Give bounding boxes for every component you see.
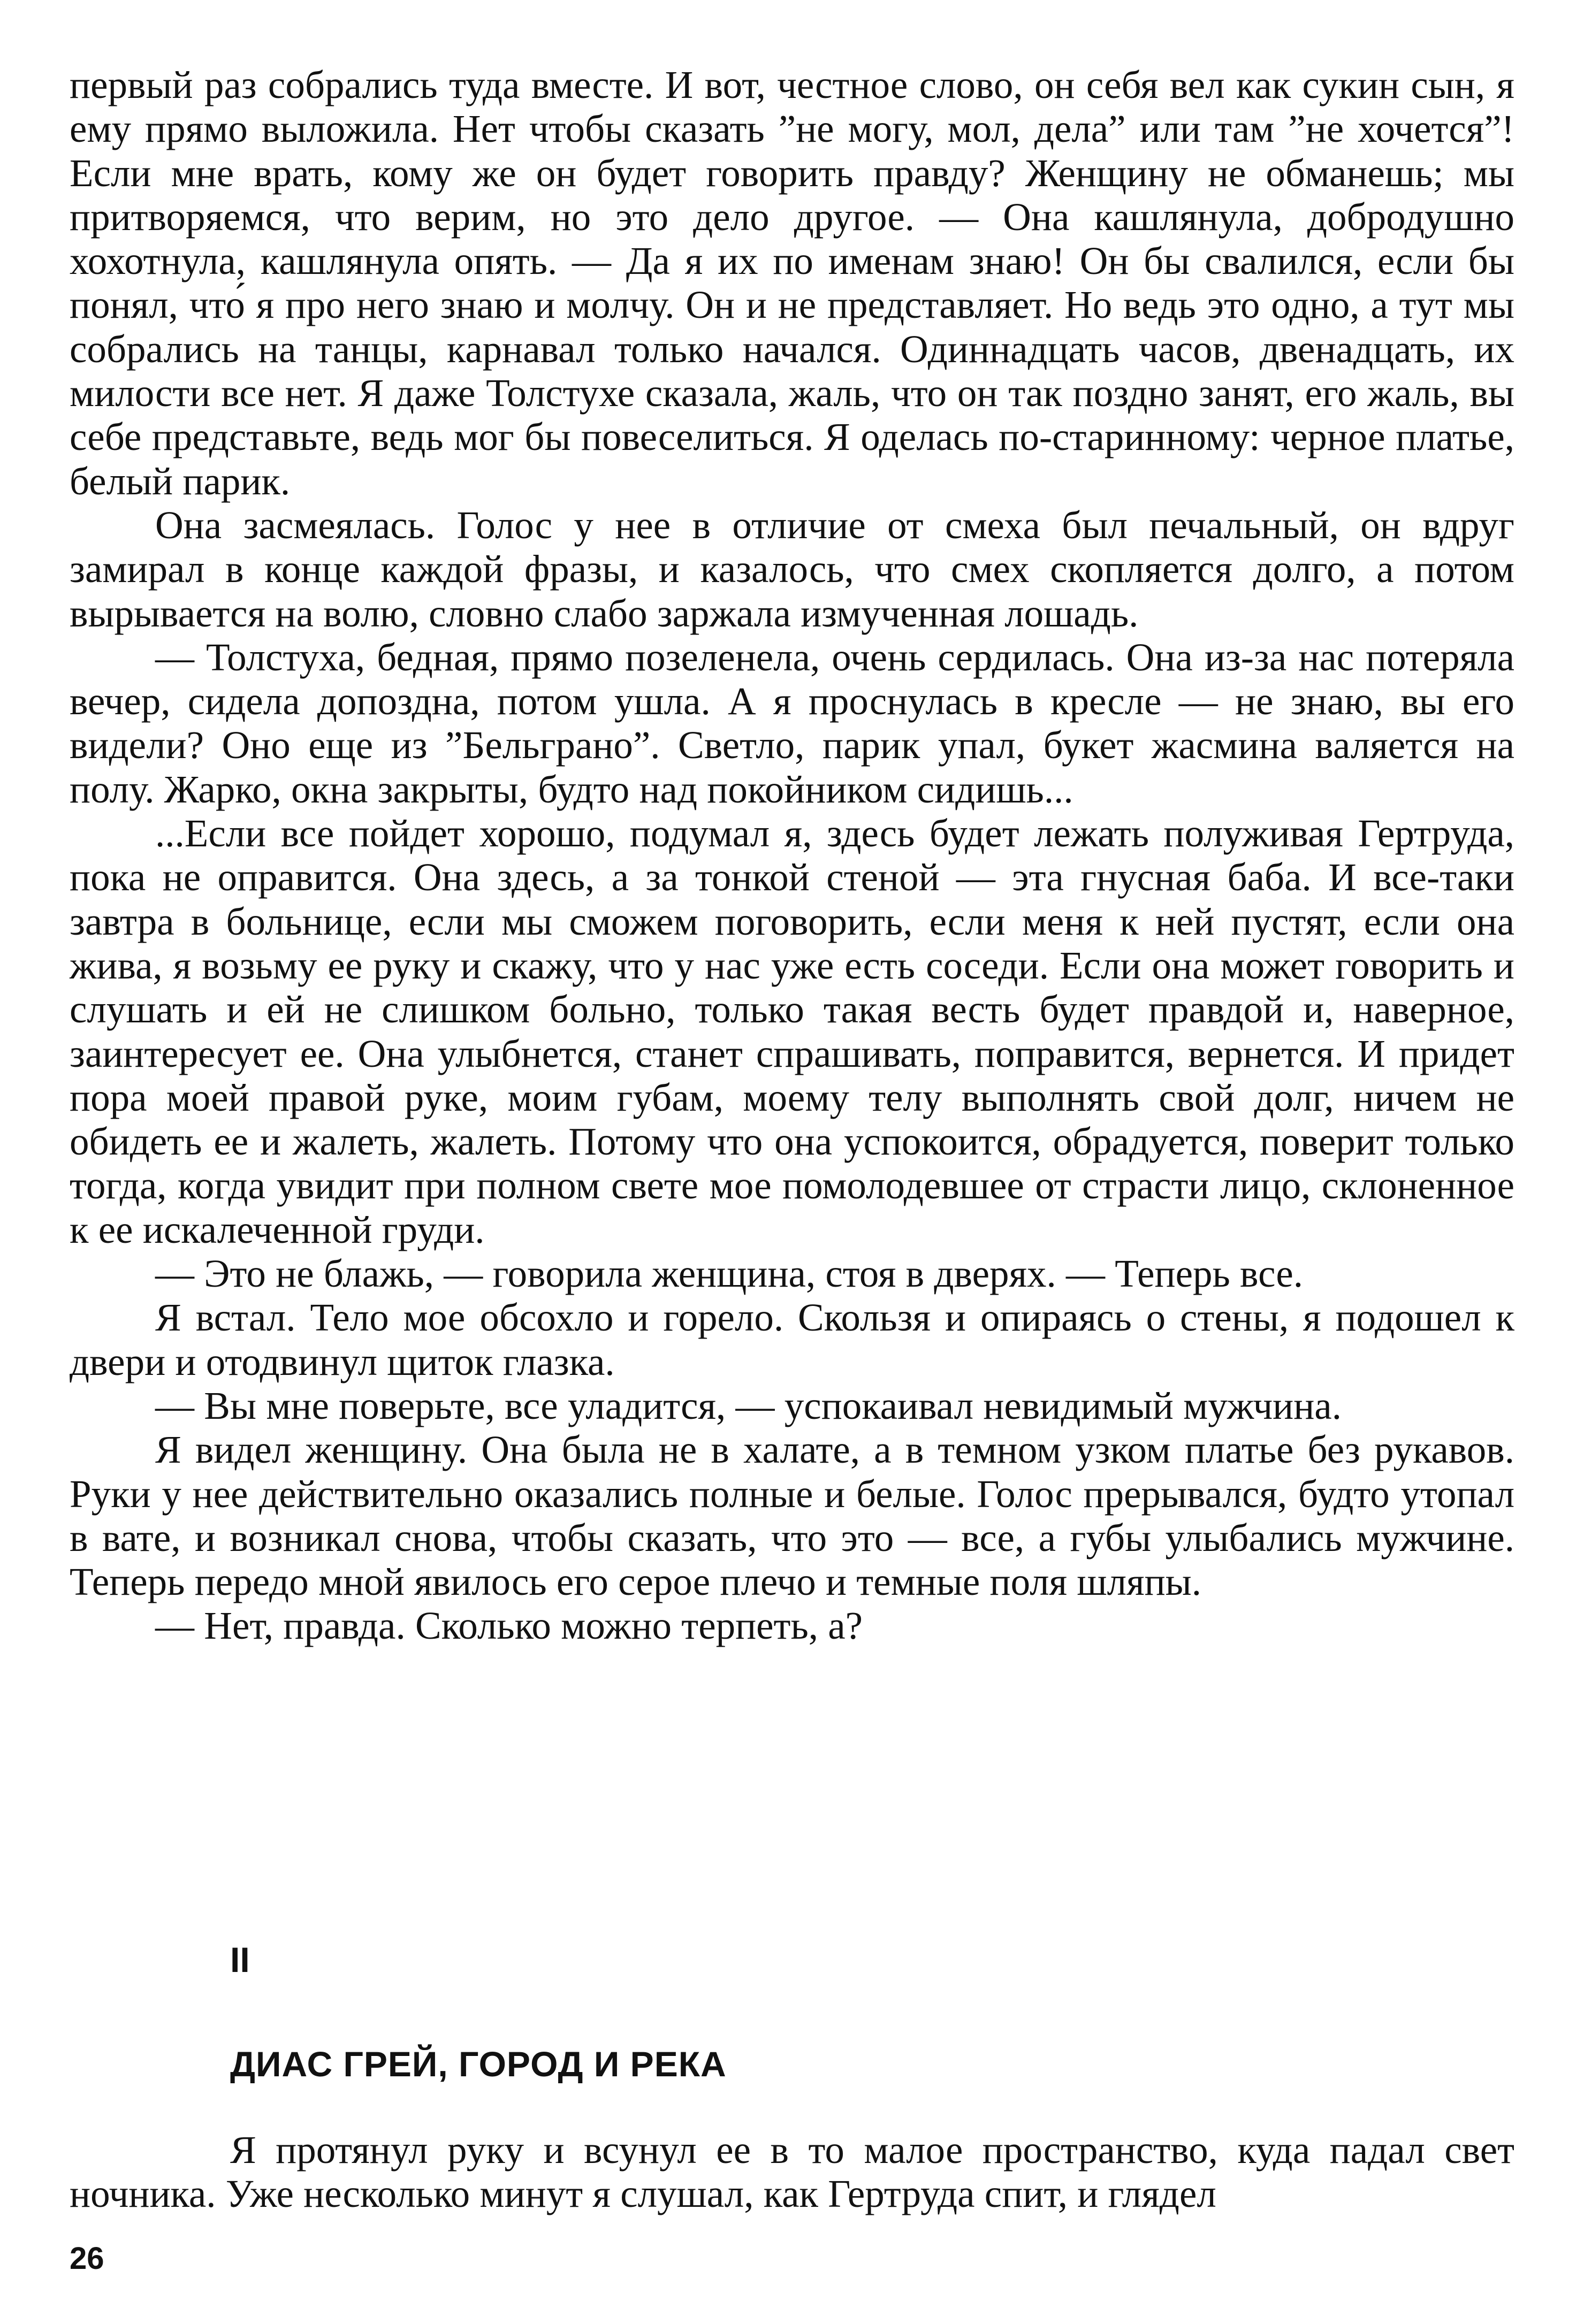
paragraph: — Толстуха, бедная, прямо позеленела, очень сердилась. Она из-за нас потеряла вечер, сидела допоздна, потом ушла. А я проснулась в кресле — не знаю, вы его видели? Оно еще из ”Бельграно”. Светло, парик упал, букет жасмина валяется на полу. Жарко, окна закрыты, будто над покойником сидишь... [70, 635, 1514, 811]
page-number: 26 [70, 2241, 104, 2276]
paragraph: — Это не блажь, — говорила женщина, стоя в дверях. — Теперь все. [155, 1252, 1304, 1296]
paragraph: Я видел женщину. Она была не в халате, а в темном узком платье без рукавов. Руки у нее действительно оказались полные и белые. Голос прерывался, будто утопал в вате, и возникал снова, чтобы сказать, что это — все, а губы улыбались мужчине. Теперь передо мной явилось его серое плечо и темные поля шляпы. [70, 1428, 1514, 1604]
paragraph: ...Если все пойдет хорошо, подумал я, здесь будет лежать полуживая Гертруда, пока не оправится. Она здесь, а за тонкой стеной — эта гнусная баба. И все-таки завтра в больнице, если мы сможем поговорить, если меня к ней пустят, если она жива, я возьму ее руку и скажу, что у нас уже есть соседи. Если она может говорить и слушать и ей не слишком больно, только такая весть будет правдой и, наверное, заинтересует ее. Она улыбнется, станет спрашивать, поправится, вернется. И придет пора моей правой руке, моим губам, моему телу выполнять свой долг, ничем не обидеть ее и жалеть, жалеть. Потому что она успокоится, обрадуется, поверит только тогда, когда увидит при полном свете мое помолодевшее от страсти лицо, склоненное к ее искалеченной груди. [70, 812, 1514, 1251]
body-text [70, 63, 1514, 1648]
paragraph: — Вы мне поверьте, все уладится, — успокаивал невидимый мужчина. [155, 1383, 1342, 1427]
paragraph: Я встал. Тело мое обсохло и горело. Скользя и опираясь о стены, я подошел к двери и отодвинул щиток глазка. [70, 1296, 1514, 1383]
chapter-number: II [230, 1940, 250, 1979]
paragraph: Она засмеялась. Голос у нее в отличие от смеха был печальный, он вдруг замирал в конце каждой фразы, и казалось, что смех скопляется долго, а потом вырывается на волю, словно слабо заржала измученная лошадь. [70, 503, 1514, 635]
paragraph: первый раз собрались туда вместе. И вот, честное слово, он себя вел как сукин сын, я ему прямо выложила. Нет чтобы сказать ”не могу, мол, дела” или там ”не хочется”! Если мне врать, кому же он будет говорить правду? Женщину не обманешь; мы притворяемся, что верим, но это дело другое. — Она кашлянула, добродушно хохотнула, кашлянула опять. — Да я их по именам знаю! Он бы свалился, если бы понял, что́ я про него знаю и молчу. Он и не представляет. Но ведь это одно, а тут мы собрались на танцы, карнавал только начался. Одиннадцать часов, двенадцать, их милости все нет. Я даже Толстухе сказала, жаль, что он так поздно занят, его жаль, вы себе представьте, ведь мог бы повеселиться. Я оделась по-старинному: черное платье, белый парик. [70, 63, 1514, 503]
paragraph: Я протянул руку и всунул ее в то малое пространство, куда падал свет ночника. Уже несколько минут я слушал, как Гертруда спит, и глядел [70, 2128, 1514, 2216]
chapter-title: ДИАС ГРЕЙ, ГОРОД И РЕКА [230, 2044, 727, 2084]
paragraph: — Нет, правда. Сколько можно терпеть, а? [155, 1604, 863, 1648]
chapter-opening-text [70, 2128, 1514, 2216]
